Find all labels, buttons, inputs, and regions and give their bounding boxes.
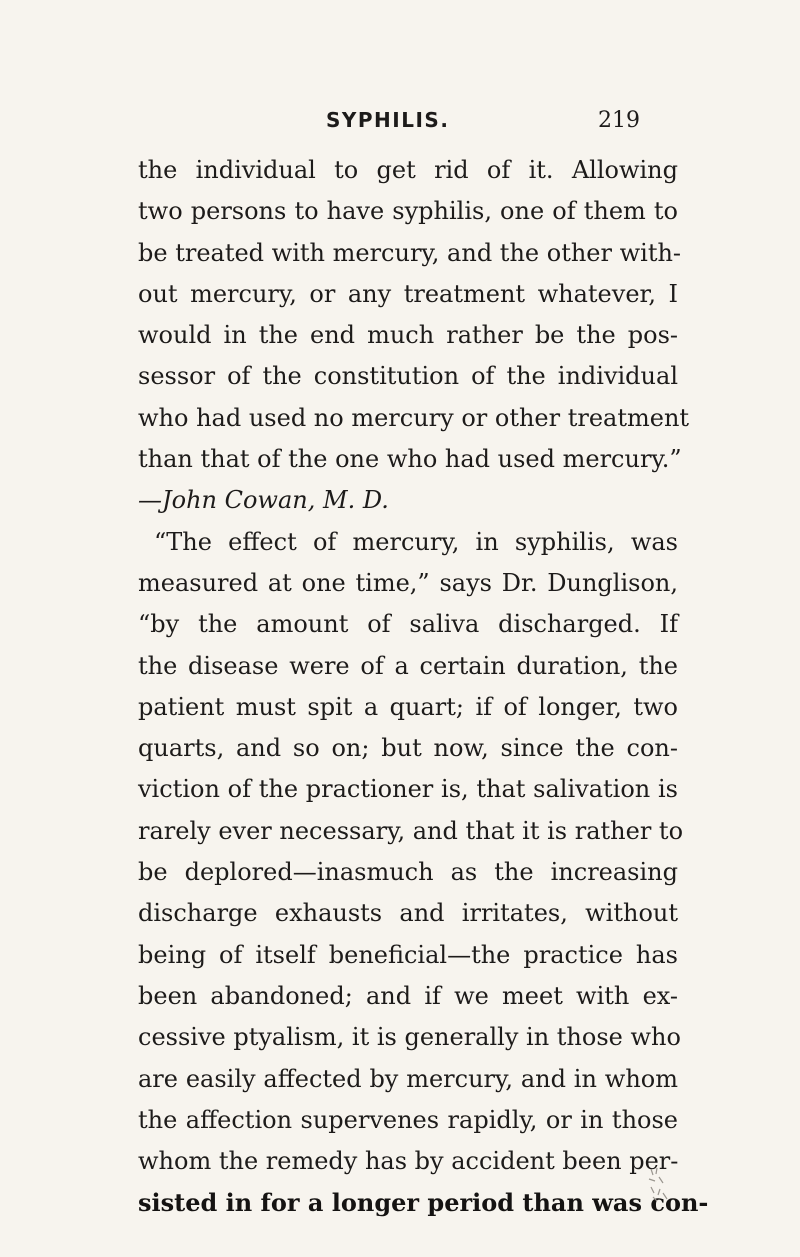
running-head: SYPHILIS.	[326, 108, 450, 132]
text-line: out mercury, or any treatment whatever, I	[138, 279, 678, 308]
text-line: the individual to get rid of it. Allowing	[138, 156, 678, 184]
text-line: patient must spit a quart; if of longer, two	[138, 692, 678, 721]
text-line: sisted in for a longer period than was con-	[138, 1188, 709, 1218]
page-header	[0, 108, 800, 142]
text-line: been abandoned; and if we meet with ex-	[138, 981, 678, 1010]
text-line: “by the amount of saliva discharged. If	[138, 610, 678, 639]
text-line: “The effect of mercury, in syphilis, was	[154, 527, 678, 556]
ink-smudge-mark	[645, 1165, 671, 1205]
body-text	[138, 150, 709, 1224]
page-number: 219	[598, 108, 640, 133]
text-line: the affection supervenes rapidly, or in those	[138, 1105, 678, 1134]
text-line: cessive ptyalism, it is generally in those who	[138, 1023, 681, 1052]
text-line: two persons to have syphilis, one of them to	[138, 197, 678, 226]
text-line: whom the remedy has by accident been per-	[138, 1147, 679, 1176]
text-line: rarely ever necessary, and that it is rather to	[138, 816, 684, 845]
text-line: measured at one time,” says Dr. Dunglison,	[138, 568, 678, 597]
text-line: the disease were of a certain duration, the	[138, 651, 678, 680]
text-line: be deplored—inasmuch as the increasing	[138, 858, 678, 887]
text-line: than that of the one who had used mercury.”	[138, 445, 682, 474]
attribution: —John Cowan, M. D.	[138, 486, 389, 515]
text-line: sessor of the constitution of the individual	[138, 362, 678, 391]
text-line: discharge exhausts and irritates, without	[138, 899, 678, 928]
text-line: would in the end much rather be the pos-	[138, 321, 678, 350]
text-line: viction of the practioner is, that salivation is	[138, 775, 678, 804]
text-line: being of itself beneficial—the practice has	[138, 940, 678, 969]
text-line: are easily affected by mercury, and in whom	[138, 1064, 678, 1093]
text-line: who had used no mercury or other treatment	[138, 403, 690, 432]
text-line: quarts, and so on; but now, since the con-	[138, 734, 678, 763]
text-line: be treated with mercury, and the other with-	[138, 238, 682, 267]
